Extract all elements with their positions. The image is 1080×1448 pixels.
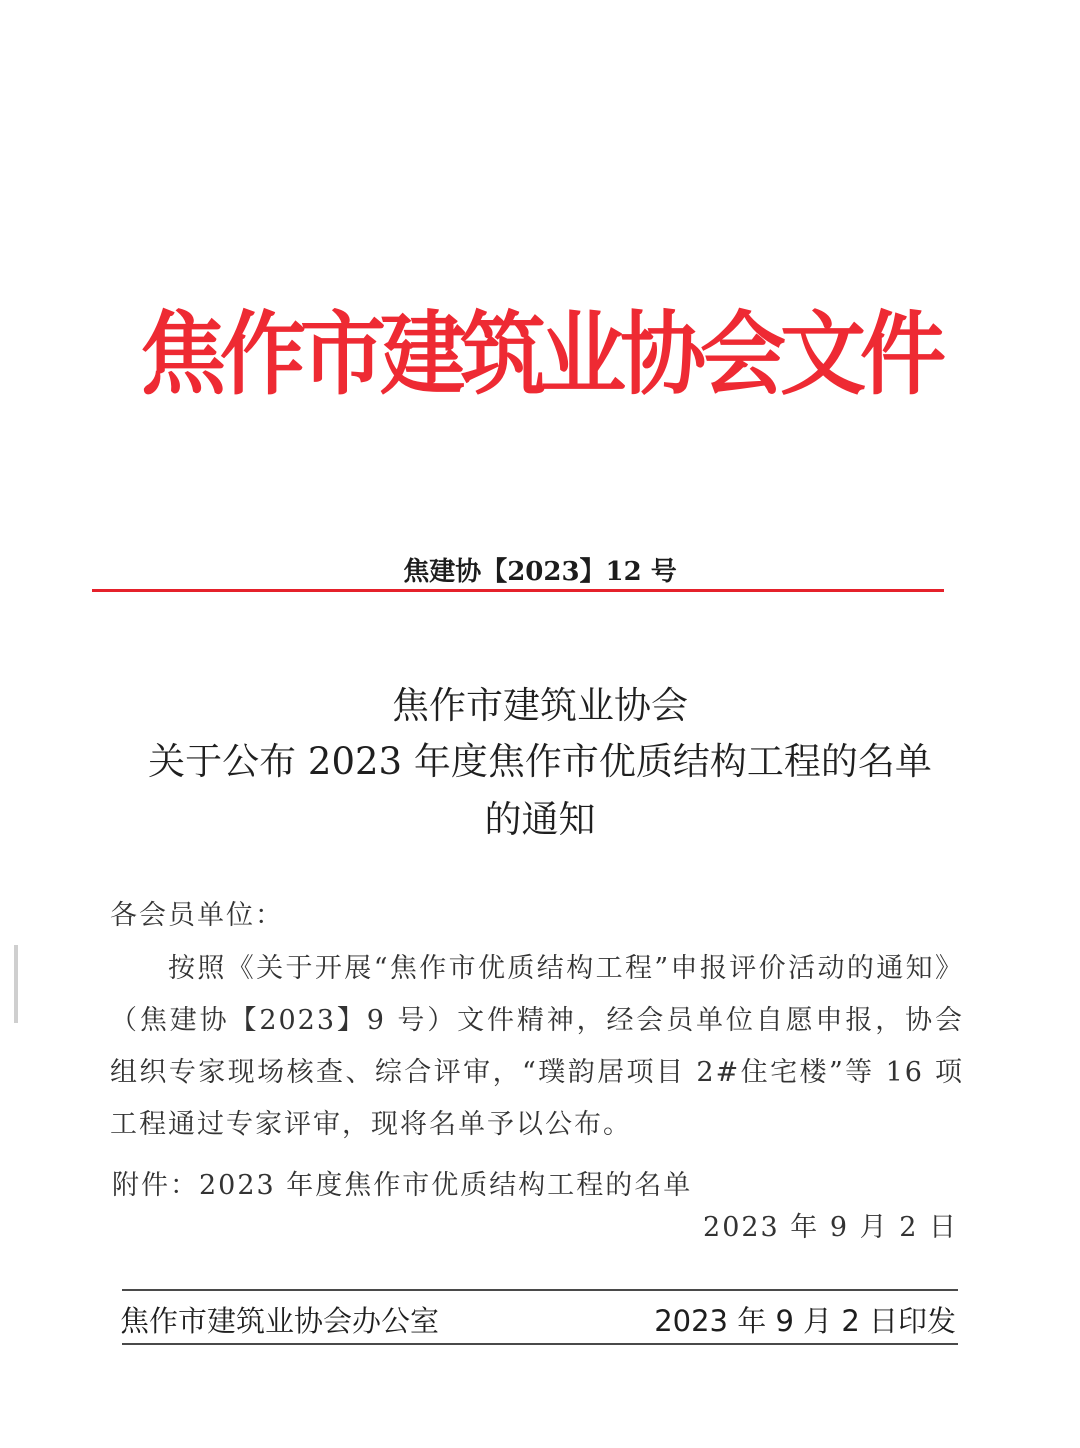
scan-artifact (14, 945, 18, 1023)
footer-issue-date: 2023 年 9 月 2 日印发 (654, 1304, 956, 1338)
body-paragraph: 按照《关于开展“焦作市优质结构工程”申报评价活动的通知》（焦建协【2023】9 号）文件精神，经会员单位自愿申报，协会组织专家现场核查、综合评审，“璞韵居项目 2#住宅楼”等 16 项工程通过专家评审，现将名单予以公布。 (110, 953, 964, 1140)
footer-top-rule (122, 1289, 958, 1291)
document-header-title: 焦作市建筑业协会文件 (140, 302, 940, 408)
notice-title-line-1: 焦作市建筑业协会 (392, 684, 688, 727)
red-divider (92, 589, 944, 592)
footer-issuer: 焦作市建筑业协会办公室 (120, 1304, 440, 1338)
salutation: 各会员单位： (110, 900, 284, 931)
document-number: 焦建协【2023】12 号 (403, 557, 677, 587)
notice-title-line-3: 的通知 (484, 798, 596, 841)
notice-title-line-2: 关于公布 2023 年度焦作市优质结构工程的名单 (148, 740, 932, 783)
notice-date: 2023 年 9 月 2 日 (703, 1212, 958, 1243)
footer-bottom-rule (122, 1343, 958, 1345)
attachment-line: 附件：2023 年度焦作市优质结构工程的名单 (112, 1170, 693, 1201)
